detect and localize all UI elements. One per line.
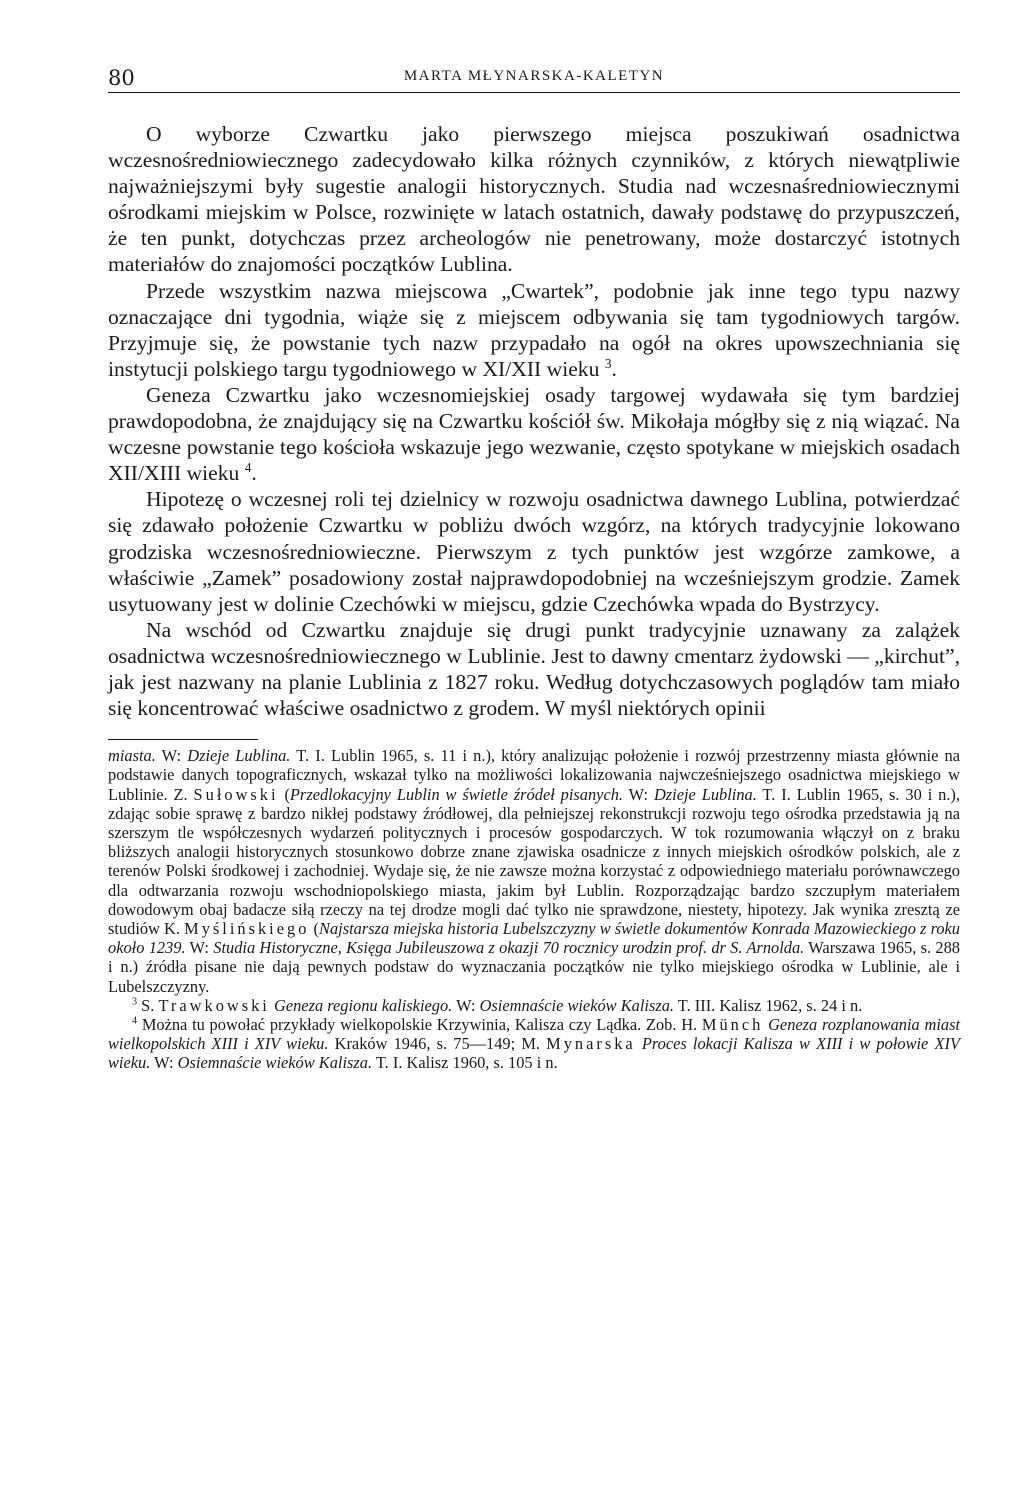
fn3-author: Trawkowski — [158, 995, 270, 1015]
fn4-title-2: Proces lokacji Kalisza w XIII i w połowie XIV wieku. — [108, 1034, 960, 1073]
fn4-author-munch: Münch — [701, 1015, 764, 1034]
footnotes — [108, 746, 960, 1072]
paragraph-5: Na wschód od Czwartku znajduje się drugi punkt tradycyjnie uznawany za zalążek osadnictwa wczesnośredniowiecznego w Lublinie. Jest to dawny cmentarz żydowski — „kirchut”, jak jest nazwany na planie Lublinia z 1827 roku. Według dotychczasowych poglądów tam miało się koncentrować właściwe osadnictwo z grodem. W myśl niektórych opinii — [108, 617, 960, 721]
fn-cont-a4: T. I. Lublin 1965, s. 11 i n.), który analizując położenie i rozwój przestrzenny miasta głównie na podstawie danych topograficznych, wskazał tylko na możliwości lokalizowania najwcześniejszego osadnictwa miejskiego w Lublinie. Z. — [108, 746, 961, 804]
fn-cont-a7: Przedlokacyjny Lublin w świetle źródeł pisanych. — [289, 784, 624, 804]
fn-cont-a6: ( — [278, 784, 290, 804]
fn3-a1: S. — [137, 995, 159, 1015]
footnote-ref-4: 4 — [244, 460, 252, 476]
paragraph-3-text: Geneza Czwartku jako wczesnomiejskiej osady targowej wydawała się tym bardziej prawdopodobna, że znajdujący się na Czwartku kościół św. Mikołaja mógłby się z nią wiązać. Na wczesne powstanie tego kościoła wskazuje jego wezwanie, często spotykane w miejskich osadach XII/XIII wieku — [108, 382, 960, 486]
fn-cont-a10: T. I. Lublin 1965, s. 30 i n.), zdając sobie sprawę z bardzo nikłej podstawy źródłowej, dla pełniejszej rekonstrukcji rozwoju tego ośrodka przedstawia ją na szerszym tle współczesnych wydarzeń politycznych i procesów gospodarczych. W tok rozumowania włączył on z braku bliższych analogii historycznych stosunkowo dobrze znane zjawiska osadnicze z innych miejskich ośrodków polskich, ale z terenów Polski środkowej i zachodniej. Wydaje się, że nie zawsze można korzystać z odpowiedniego materiału porównawczego dla odtwarzania rozwoju wschodniopolskiego miasta, jakim był Lublin. Rozporządzając bardzo szczupłym materiałem dowodowym obaj badacze siłą rzeczy na tej drodze mogli dać tylko nie sprawdzone, niestety, hipotezy. Jak wynika zresztą ze studiów K. — [108, 784, 960, 938]
fn-cont-a15: Studia Historyczne, Księga Jubileuszowa z okazji 70 rocznicy urodzin prof. dr S. Arnolda. — [213, 938, 805, 958]
fn3-title: Geneza regionu kaliskiego. — [273, 995, 453, 1015]
footnote-3-mark: 3 — [132, 996, 138, 1008]
paragraph-3: Geneza Czwartku jako wczesnomiejskiej osady targowej wydawała się tym bardziej prawdopodobna, że znajdujący się na Czwartku kościół św. Mikołaja mógłby się z nią wiązać. Na wczesne powstanie tego kościoła wskazuje jego wezwanie, często spotykane w miejskich osadach XII/XIII wieku $^4$. — [108, 382, 960, 486]
paragraph-2: Przede wszystkim nazwa miejscowa „Cwartek”, podobnie jak inne tego typu nazwy oznaczające dni tygodnia, wiąże się z miejscem odbywania się tam tygodniowych targów. Przyjmuje się, że powstanie tych nazw przypadało na ogół na okres upowszechniania się instytucji polskiego targu tygodniowego w XI/XII wieku $^3$. — [108, 278, 960, 381]
fn-cont-a12: ( — [309, 918, 320, 938]
fn4-a1: Można tu powołać przykłady wielkopolskie Krzywinia, Kalisza czy Lądka. Zob. H. — [137, 1015, 702, 1034]
fn4-a11: T. I. Kalisz 1960, s. 105 i n. — [372, 1053, 558, 1073]
paragraph-1: O wyborze Czwartku jako pierwszego miejsca poszukiwań osadnictwa wczesnośredniowiecznego zadecydowało kilka różnych czynników, z których niewątpliwie najważniejszymi były sugestie analogii historycznych. Studia nad wczesnaśredniowiecznymi ośrodkami miejskim w Polsce, rozwinięte w latach ostatnich, dawały podstawę do przypuszczeń, że ten punkt, dotychczas przez archeologów nie penetrowany, może dostarczyć istotnych materiałów do znajomości początków Lublina. — [108, 122, 960, 277]
fn4-source: Osiemnaście wieków Kalisza. — [177, 1053, 373, 1073]
paragraph-4: Hipotezę o wczesnej roli tej dzielnicy w rozwoju osadnictwa dawnego Lublina, potwierdzać się zdawało położenie Czwartku w pobliżu dwóch wzgórz, na których tradycyjnie lokowano grodziska wczesnośredniowieczne. Pierwszym z tych punktów jest wzgórze zamkowe, a właściwie „Zamek” posadowiony został najprawdopodobniej na wcześniejszym grodzie. Zamek usytuowany jest w dolinie Czechówki w miejscu, gdzie Czechówka wpada do Bystrzycy. — [108, 487, 960, 616]
paragraph-2-text: Przede wszystkim nazwa miejscowa „Cwartek”, podobnie jak inne tego typu nazwy oznaczające dni tygodnia, wiąże się z miejscem odbywania się tam tygodniowych targów. Przyjmuje się, że powstanie tych nazw przypadało na ogół na okres upowszechniania się instytucji polskiego targu tygodniowego w XI/XII wieku — [108, 278, 960, 381]
fn-cont-a2: W: — [155, 746, 188, 766]
footnote-ref-3: 3 — [604, 355, 612, 371]
fn-cont-a8: W: — [623, 784, 654, 804]
fn-cont-a14: W: — [185, 938, 214, 958]
fn3-a5: W: — [452, 995, 480, 1015]
footnote-continued — [108, 746, 960, 996]
page-number: 80 — [108, 66, 135, 90]
footnote-rule — [108, 739, 258, 740]
fn-cont-author-myslinski: Myślińskiego — [184, 918, 310, 938]
fn-cont-a9: Dzieje Lublina. — [653, 784, 757, 804]
footnote-4-mark: 4 — [132, 1015, 138, 1027]
fn4-title-1: Geneza rozplanowania miast wielkopolskich XIII i XIV wieku. — [108, 1015, 960, 1054]
fn4-a9: W: — [150, 1053, 178, 1073]
footnote-4 — [108, 1015, 960, 1073]
fn-cont-author-sulowski: Sułowski — [193, 784, 279, 804]
fn4-a5: Kraków 1946, s. 75—149; M. — [328, 1034, 547, 1054]
fn-cont-a13: Najstarsza miejska historia Lubelszczyzny w świetle dokumentów Konrada Mazowieckiego z roku około 1239. — [108, 918, 961, 958]
footnote-3 — [108, 996, 960, 1015]
fn4-author-mynarska: Mynarska — [546, 1034, 636, 1054]
fn3-a7: T. III. Kalisz 1962, s. 24 i n. — [674, 995, 863, 1015]
fn-cont-a3: Dzieje Lublina. — [187, 746, 291, 766]
body-text — [108, 121, 960, 721]
running-title: MARTA MŁYNARSKA-KALETYN — [403, 68, 665, 84]
fn-cont-a1: miasta. — [108, 746, 156, 766]
running-head — [108, 62, 960, 93]
fn-cont-a16: Warszawa 1965, s. 288 i n.) źródła pisane nie dają pewnych podstaw do wyznaczania początków nie tylko miejskiego ośrodka w Lublinie, ale i Lubelszczyzny. — [108, 938, 960, 996]
page — [108, 62, 960, 1073]
fn3-source: Osiemnaście wieków Kalisza. — [479, 995, 674, 1015]
